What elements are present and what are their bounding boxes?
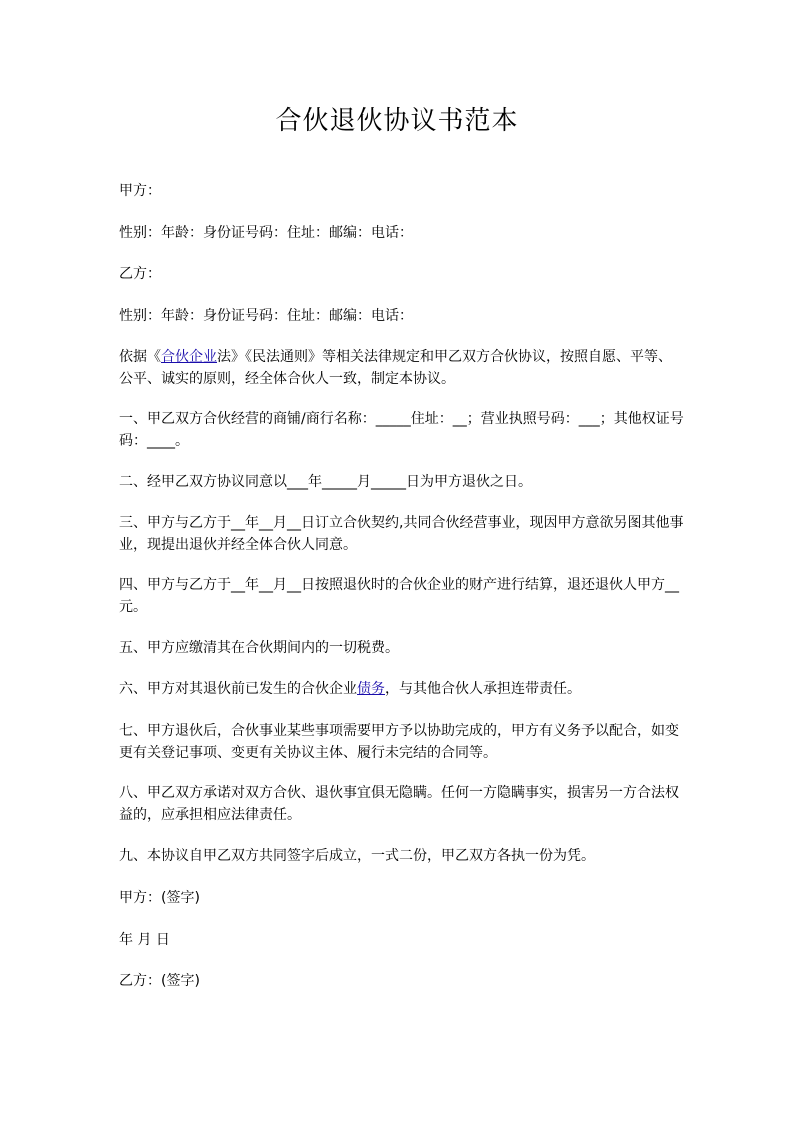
party-b-signature: 乙方：(签字)	[119, 973, 200, 989]
intro-text-post: 法》《民法通则》等相关法律规定和甲乙双方合伙协议，按照自愿、平等、公平、诚实的原则，经全体合伙人一致，制定本协议。	[119, 349, 672, 387]
clause-6-pre: 六、甲方对其退伙前已发生的合伙企业	[119, 681, 357, 697]
party-a-signature: 甲方：(签字)	[119, 890, 200, 906]
party-b-info: 性别：年龄：身份证号码：住址：邮编：电话：	[119, 308, 413, 324]
clause-4: 四、甲方与乙方于__年__月__日按照退伙时的合伙企业的财产进行结算，退还退伙人甲方__元。	[119, 577, 679, 615]
party-a-info: 性别：年龄：身份证号码：住址：邮编：电话：	[119, 225, 413, 241]
clause-5: 五、甲方应缴清其在合伙期间内的一切税费。	[119, 640, 399, 656]
intro-paragraph	[119, 346, 684, 390]
clause-3: 三、甲方与乙方于__年__月__日订立合伙契约,共同合伙经营事业，现因甲方意欲另图其他事业，现提出退伙并经全体合伙人同意。	[119, 515, 684, 553]
hezuo-qiye-link[interactable]: 合伙企业	[161, 349, 217, 365]
party-b-label: 乙方：	[119, 266, 161, 282]
clause-6-post: ，与其他合伙人承担连带责任。	[385, 681, 581, 697]
clause-8: 八、甲乙双方承诺对双方合伙、退伙事宜俱无隐瞒。任何一方隐瞒事实，损害另一方合法权益的，应承担相应法律责任。	[119, 785, 679, 823]
clause-9: 九、本协议自甲乙双方共同签字后成立，一式二份，甲乙双方各执一份为凭。	[119, 848, 595, 864]
clause-7: 七、甲方退伙后，合伙事业某些事项需要甲方予以协助完成的，甲方有义务予以配合，如变更有关登记事项、变更有关协议主体、履行未完结的合同等。	[119, 723, 679, 761]
intro-text-pre: 依据《	[119, 349, 161, 365]
signature-date: 年 月 日	[119, 932, 170, 948]
page-title: 合伙退伙协议书范本	[275, 106, 519, 136]
party-a-label: 甲方：	[119, 183, 161, 199]
clause-2: 二、经甲乙双方协议同意以___年_____月_____日为甲方退伙之日。	[119, 474, 532, 490]
zhaiwu-link[interactable]: 债务	[357, 681, 385, 697]
clause-6	[119, 678, 684, 700]
clause-1: 一、甲乙双方合伙经营的商铺/商行名称：_____住址：__；营业执照号码：___；其他权证号码：____。	[119, 411, 684, 449]
